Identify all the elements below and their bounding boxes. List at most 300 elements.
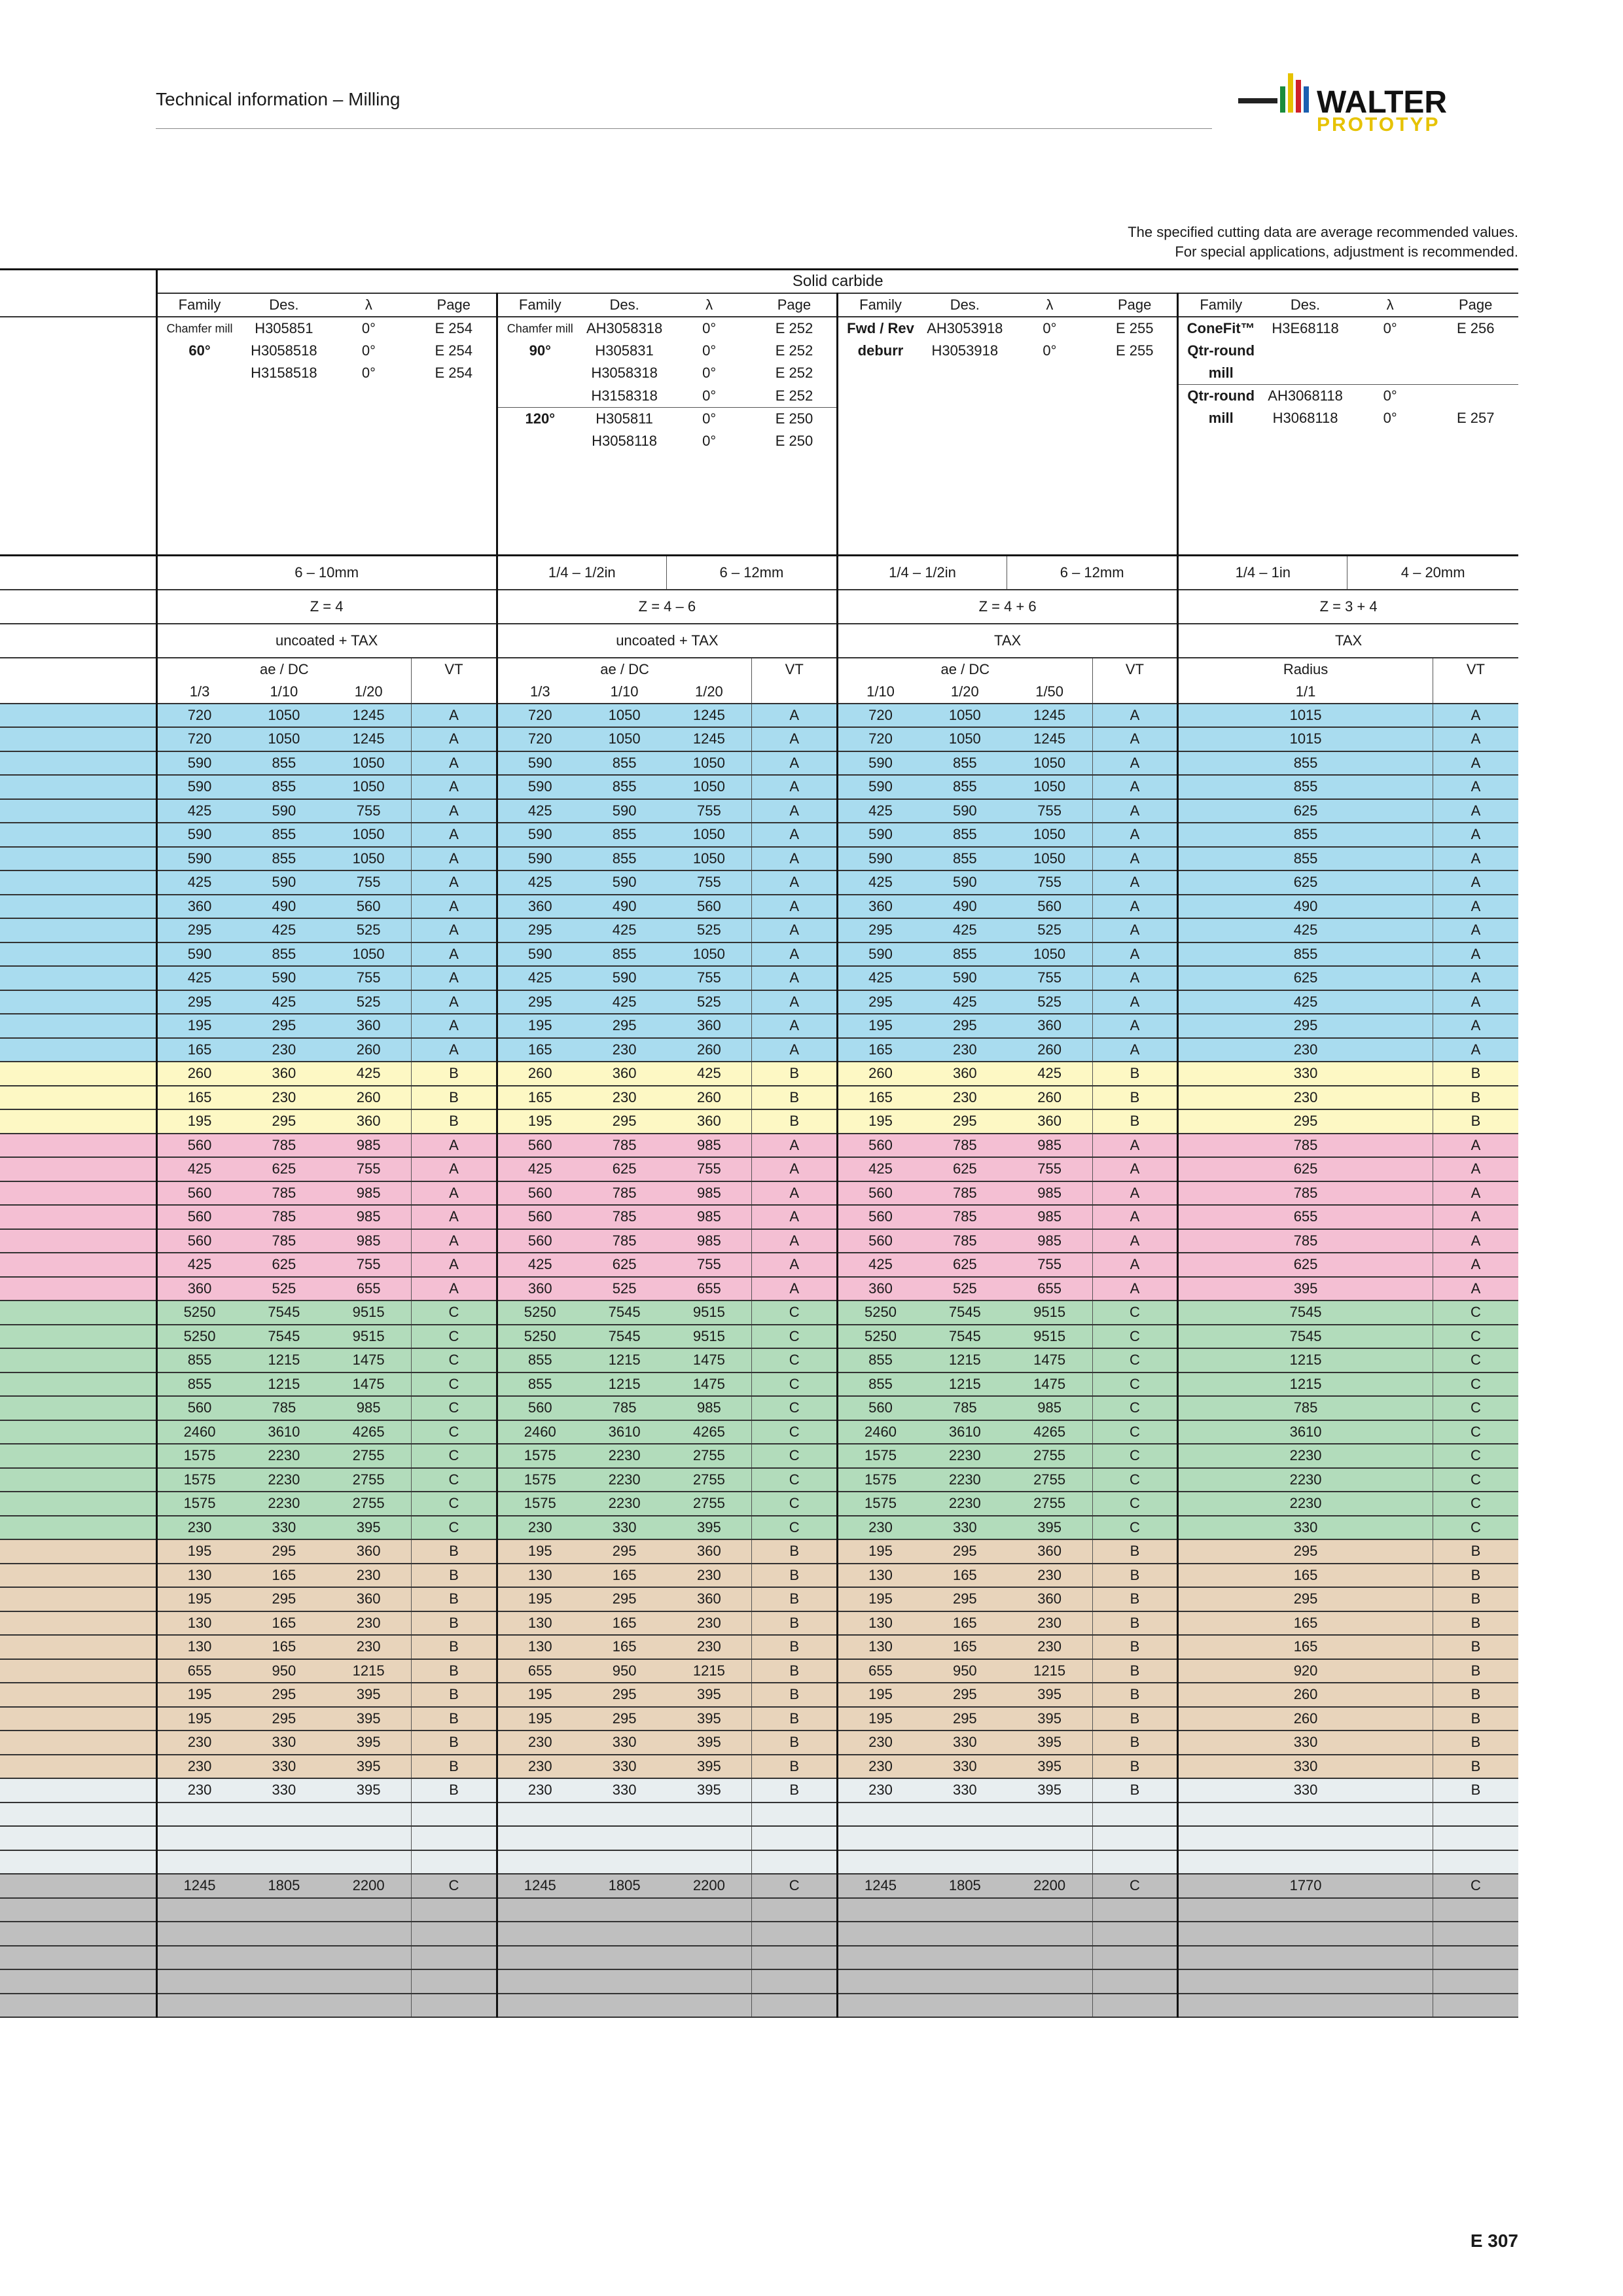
vc-value: 855 <box>923 751 1007 776</box>
vc-value: 950 <box>242 1659 327 1683</box>
vc-value: 985 <box>1007 1396 1093 1420</box>
vc-value: 720 <box>837 727 923 751</box>
vt-value: B <box>1092 1683 1178 1707</box>
material-group-cell <box>0 1803 156 1827</box>
vt-value: C <box>752 1300 838 1325</box>
material-group-cell <box>0 1205 156 1229</box>
vt-value: C <box>412 1874 497 1898</box>
vt-value: C <box>1092 1325 1178 1349</box>
vc-value: 230 <box>156 1731 242 1755</box>
vc-value <box>242 1898 327 1922</box>
vc-value: 755 <box>666 966 752 990</box>
vc-value: 360 <box>666 1109 752 1134</box>
vc-value: 295 <box>1178 1539 1433 1564</box>
vc-value: 560 <box>837 1205 923 1229</box>
vt-value <box>1092 1826 1178 1850</box>
vc-value: 295 <box>242 1539 327 1564</box>
vc-value: 195 <box>497 1539 582 1564</box>
material-group-cell <box>0 1492 156 1516</box>
vc-value: 260 <box>156 1062 242 1086</box>
vc-value: 9515 <box>326 1325 412 1349</box>
vt-value: A <box>1433 727 1518 751</box>
vc-value <box>156 1898 242 1922</box>
vc-value: 165 <box>242 1611 327 1636</box>
vt-value: A <box>1092 1277 1178 1301</box>
vc-value: 195 <box>837 1587 923 1611</box>
material-group-cell <box>0 1539 156 1564</box>
cutting-data-row <box>0 1134 1518 1158</box>
vc-value: 425 <box>582 990 667 1014</box>
material-group-cell <box>0 942 156 967</box>
material-group-cell <box>0 1587 156 1611</box>
vc-value <box>242 1946 327 1970</box>
ratio: 1/20 <box>354 683 383 700</box>
tool-family: mill <box>1178 407 1264 430</box>
vt-value: C <box>412 1300 497 1325</box>
vc-value: 195 <box>497 1109 582 1134</box>
vt-value: A <box>1092 990 1178 1014</box>
vc-value: 855 <box>242 942 327 967</box>
vt-value: B <box>1433 1611 1518 1636</box>
vc-value: 755 <box>1007 966 1093 990</box>
tool-family: 120° <box>497 407 582 430</box>
material-group-cell <box>0 1778 156 1803</box>
tool-designation: H3E68118 <box>1272 320 1339 336</box>
vt-value: A <box>1092 1038 1178 1062</box>
vc-value: 395 <box>326 1778 412 1803</box>
vc-value: 590 <box>497 847 582 871</box>
vt-value: C <box>412 1444 497 1468</box>
material-group-cell <box>0 847 156 871</box>
material-group-cell <box>0 1731 156 1755</box>
vc-value: 590 <box>582 966 667 990</box>
vc-value: 165 <box>582 1611 667 1636</box>
vc-value: 230 <box>242 1086 327 1110</box>
vc-value: 2200 <box>326 1874 412 1898</box>
vc-value <box>326 1946 412 1970</box>
vc-value: 230 <box>837 1516 923 1540</box>
vc-value <box>1178 1826 1433 1850</box>
vc-value: 360 <box>156 895 242 919</box>
vc-value <box>837 1994 923 2018</box>
vt-value: C <box>1092 1348 1178 1372</box>
vc-value: 785 <box>1178 1396 1433 1420</box>
vc-value: 295 <box>1178 1587 1433 1611</box>
vc-value: 330 <box>242 1731 327 1755</box>
vc-value: 230 <box>923 1086 1007 1110</box>
vc-value: 425 <box>326 1062 412 1086</box>
vc-value: 590 <box>837 847 923 871</box>
vc-value: 855 <box>923 775 1007 799</box>
vt-value: A <box>412 1014 497 1038</box>
vc-value <box>242 1969 327 1994</box>
vc-value: 2755 <box>666 1444 752 1468</box>
tool-page: E 255 <box>1115 342 1154 359</box>
tool-designation: AH3068118 <box>1263 385 1347 408</box>
vt-value: B <box>1092 1611 1178 1636</box>
vt-value <box>752 1922 838 1946</box>
vc-value: 855 <box>582 751 667 776</box>
vc-value <box>497 1969 582 1994</box>
vt-value: B <box>752 1611 838 1636</box>
vc-value: 590 <box>242 799 327 823</box>
vc-value: 720 <box>837 704 923 728</box>
vc-value <box>497 1803 582 1827</box>
vc-value: 165 <box>1178 1611 1433 1636</box>
vc-value: 295 <box>582 1707 667 1731</box>
vt-value: C <box>1433 1420 1518 1444</box>
vt-value: A <box>1433 751 1518 776</box>
vc-value: 330 <box>1178 1062 1433 1086</box>
vt-value: C <box>1433 1444 1518 1468</box>
vc-value: 330 <box>1178 1516 1433 1540</box>
vt-value: B <box>752 1062 838 1086</box>
vc-value: 5250 <box>497 1325 582 1349</box>
vc-value: 2230 <box>582 1468 667 1492</box>
vc-value: 230 <box>326 1611 412 1636</box>
vc-value: 360 <box>837 1277 923 1301</box>
vc-value <box>497 1898 582 1922</box>
vt-value: B <box>1433 1778 1518 1803</box>
vc-value: 230 <box>923 1038 1007 1062</box>
material-group-cell <box>0 1181 156 1206</box>
vc-value: 2755 <box>1007 1468 1093 1492</box>
vc-value: 855 <box>242 847 327 871</box>
vc-value: 2460 <box>156 1420 242 1444</box>
vt-value: A <box>1092 966 1178 990</box>
vc-value: 2230 <box>1178 1444 1433 1468</box>
vc-value: 425 <box>923 918 1007 942</box>
vt-value: B <box>1092 1755 1178 1779</box>
cutting-data-row <box>0 1898 1518 1922</box>
vc-value <box>326 1826 412 1850</box>
vc-value: 165 <box>242 1635 327 1659</box>
vc-value: 295 <box>923 1109 1007 1134</box>
tool-page: E 254 <box>435 320 473 336</box>
vc-value: 785 <box>582 1396 667 1420</box>
vc-value: 950 <box>582 1659 667 1683</box>
vc-value: 2230 <box>582 1444 667 1468</box>
vt-value: C <box>1433 1372 1518 1397</box>
teeth-count: Z = 3 + 4 <box>1178 590 1518 624</box>
vc-value: 1050 <box>326 775 412 799</box>
vt-value: C <box>1092 1874 1178 1898</box>
vc-value: 525 <box>326 990 412 1014</box>
vc-value: 985 <box>326 1205 412 1229</box>
vc-value: 785 <box>582 1205 667 1229</box>
vt-value: A <box>752 918 838 942</box>
vc-value: 330 <box>1178 1731 1433 1755</box>
vt-value: A <box>1092 775 1178 799</box>
vc-value: 295 <box>923 1587 1007 1611</box>
vc-value: 1245 <box>837 1874 923 1898</box>
tool-family: ConeFit™ <box>1178 317 1264 340</box>
vc-value <box>326 1850 412 1874</box>
vc-value: 395 <box>326 1516 412 1540</box>
material-group-cell <box>0 799 156 823</box>
tool-family: mill <box>1178 362 1264 385</box>
vc-value: 590 <box>837 823 923 847</box>
vc-value <box>1007 1922 1093 1946</box>
tool-designation: H3058118 <box>592 432 658 449</box>
vc-value: 720 <box>497 727 582 751</box>
vt-value: A <box>1433 1181 1518 1206</box>
vc-value <box>156 1969 242 1994</box>
material-group-cell <box>0 1325 156 1349</box>
vt-value: C <box>1433 1348 1518 1372</box>
vt-value <box>752 1850 838 1874</box>
material-group-cell <box>0 1086 156 1110</box>
vt-value: B <box>412 1659 497 1683</box>
vc-value: 425 <box>837 799 923 823</box>
vc-value: 130 <box>497 1564 582 1588</box>
vc-value <box>242 1803 327 1827</box>
vc-value: 625 <box>923 1157 1007 1181</box>
vt-value <box>1092 1898 1178 1922</box>
vt-value <box>1092 1803 1178 1827</box>
cutting-data-row <box>0 1635 1518 1659</box>
tool-family: 90° <box>497 340 582 362</box>
vc-value: 560 <box>497 1229 582 1253</box>
vt-value: B <box>1092 1564 1178 1588</box>
cutting-data-row <box>0 1205 1518 1229</box>
vc-value: 165 <box>1178 1564 1433 1588</box>
cutting-data-row <box>0 704 1518 728</box>
vc-value: 360 <box>1007 1014 1093 1038</box>
vc-value <box>326 1898 412 1922</box>
vc-value <box>837 1969 923 1994</box>
vt-value: A <box>412 895 497 919</box>
vt-value: B <box>1092 1109 1178 1134</box>
vt-value: A <box>1092 847 1178 871</box>
vc-value: 9515 <box>1007 1325 1093 1349</box>
tool-designation: H3058318 <box>591 365 658 382</box>
vc-value: 1805 <box>242 1874 327 1898</box>
vt-value: A <box>1092 942 1178 967</box>
vt-value: C <box>412 1396 497 1420</box>
vc-value: 855 <box>582 942 667 967</box>
vc-value: 360 <box>666 1539 752 1564</box>
vt-value: A <box>412 1134 497 1158</box>
vc-value: 2755 <box>326 1468 412 1492</box>
vt-value: A <box>412 990 497 1014</box>
tool-lambda: 0° <box>1383 320 1397 336</box>
vc-value: 230 <box>582 1038 667 1062</box>
vt-value: A <box>1433 870 1518 895</box>
ratio: 1/3 <box>497 681 582 704</box>
vc-value: 525 <box>666 990 752 1014</box>
vc-value: 625 <box>1178 1157 1433 1181</box>
vc-value: 1575 <box>497 1444 582 1468</box>
material-group-cell <box>0 1516 156 1540</box>
vc-value: 3610 <box>242 1420 327 1444</box>
vc-value: 195 <box>497 1014 582 1038</box>
vc-value: 1015 <box>1178 727 1433 751</box>
vt-value: C <box>1092 1516 1178 1540</box>
vc-value: 5250 <box>156 1325 242 1349</box>
vt-value: C <box>1433 1516 1518 1540</box>
vc-value: 590 <box>497 751 582 776</box>
material-group-cell <box>0 870 156 895</box>
vc-value: 985 <box>326 1134 412 1158</box>
vc-value <box>1178 1898 1433 1922</box>
vc-value: 1050 <box>326 942 412 967</box>
vt-value: C <box>1092 1396 1178 1420</box>
vt-value: A <box>1433 990 1518 1014</box>
material-group-cell <box>0 1109 156 1134</box>
vc-value: 295 <box>156 990 242 1014</box>
vt-value <box>412 1969 497 1994</box>
vc-value: 785 <box>923 1205 1007 1229</box>
vc-value: 425 <box>582 918 667 942</box>
vt-value: A <box>1092 870 1178 895</box>
vc-value: 525 <box>666 918 752 942</box>
vt-value: A <box>752 1134 838 1158</box>
col-family: Family <box>1178 293 1264 317</box>
vt-value: B <box>1433 1086 1518 1110</box>
vc-value: 755 <box>326 1253 412 1277</box>
vc-value: 425 <box>1178 990 1433 1014</box>
vc-value: 590 <box>582 870 667 895</box>
vc-value <box>326 1969 412 1994</box>
material-group-cell <box>0 1277 156 1301</box>
vc-value: 2755 <box>326 1444 412 1468</box>
cutting-data-row <box>0 1062 1518 1086</box>
vc-value: 425 <box>242 990 327 1014</box>
vt-value: C <box>1092 1492 1178 1516</box>
vc-value: 230 <box>497 1755 582 1779</box>
vc-value: 295 <box>837 990 923 1014</box>
tool-lambda: 0° <box>702 342 717 359</box>
vc-value: 625 <box>582 1157 667 1181</box>
vt-value: A <box>1092 1014 1178 1038</box>
diameter-range: 4 – 20mm <box>1347 556 1518 590</box>
vc-value: 330 <box>1178 1755 1433 1779</box>
vc-value <box>326 1922 412 1946</box>
vc-value: 295 <box>497 990 582 1014</box>
vt-value: A <box>412 942 497 967</box>
material-group-cell <box>0 895 156 919</box>
vc-value: 330 <box>1178 1778 1433 1803</box>
logo-stripe-green <box>1280 86 1285 113</box>
cutting-data-row <box>0 1372 1518 1397</box>
vc-value: 395 <box>1007 1731 1093 1755</box>
vc-value: 260 <box>1007 1086 1093 1110</box>
material-group-cell <box>0 727 156 751</box>
vc-value <box>1007 1826 1093 1850</box>
vc-value: 560 <box>156 1396 242 1420</box>
vc-value: 1575 <box>837 1492 923 1516</box>
vt-value: B <box>412 1683 497 1707</box>
vc-value: 655 <box>1007 1277 1093 1301</box>
vc-value: 230 <box>582 1086 667 1110</box>
cutting-data-row <box>0 1994 1518 2018</box>
vt-value <box>752 1898 838 1922</box>
ae-dc-label: ae / DC <box>156 658 412 681</box>
vc-value: 130 <box>156 1564 242 1588</box>
vc-value: 130 <box>837 1611 923 1636</box>
vc-value: 785 <box>242 1134 327 1158</box>
vc-value: 395 <box>666 1755 752 1779</box>
vc-value: 625 <box>1178 799 1433 823</box>
vt-value <box>752 1994 838 2018</box>
vc-value: 395 <box>666 1683 752 1707</box>
vc-value: 755 <box>1007 799 1093 823</box>
vc-value: 950 <box>923 1659 1007 1683</box>
vc-value <box>837 1898 923 1922</box>
vc-value: 920 <box>1178 1659 1433 1683</box>
tool-page: E 257 <box>1456 410 1495 427</box>
vc-value: 230 <box>837 1755 923 1779</box>
vc-value: 230 <box>1178 1086 1433 1110</box>
cutting-data-row <box>0 895 1518 919</box>
vc-value: 1215 <box>923 1372 1007 1397</box>
vt-value: C <box>412 1325 497 1349</box>
vc-value <box>666 1946 752 1970</box>
vt-value: C <box>412 1372 497 1397</box>
vc-value: 755 <box>666 1253 752 1277</box>
vt-value: A <box>752 799 838 823</box>
vc-value: 360 <box>326 1109 412 1134</box>
vc-value: 195 <box>156 1707 242 1731</box>
tool-lambda: 0° <box>702 387 717 404</box>
material-group-cell <box>0 1229 156 1253</box>
tool-lambda: 0° <box>1043 320 1057 336</box>
vc-value: 165 <box>582 1635 667 1659</box>
vc-value: 2230 <box>1178 1468 1433 1492</box>
vc-value: 855 <box>242 775 327 799</box>
cutting-data-row <box>0 1659 1518 1683</box>
cutting-data-row <box>0 727 1518 751</box>
vc-value: 755 <box>1007 1157 1093 1181</box>
vc-value: 130 <box>156 1635 242 1659</box>
vt-value: A <box>1092 895 1178 919</box>
cutting-data-row <box>0 1038 1518 1062</box>
vc-value: 230 <box>497 1731 582 1755</box>
vc-value <box>837 1946 923 1970</box>
tool-lambda: 0° <box>1383 410 1397 427</box>
material-group-cell <box>0 1611 156 1636</box>
vc-value: 785 <box>923 1229 1007 1253</box>
tool-family: 60° <box>156 340 242 362</box>
vt-value: A <box>1092 704 1178 728</box>
vc-value <box>582 1969 667 1994</box>
vc-value: 295 <box>156 918 242 942</box>
note-line-2: For special applications, adjustment is recommended. <box>1175 243 1518 260</box>
material-group-cell <box>0 1468 156 1492</box>
vc-value: 230 <box>1007 1635 1093 1659</box>
vt-value: C <box>1433 1492 1518 1516</box>
vc-value: 855 <box>156 1372 242 1397</box>
vt-value: B <box>752 1707 838 1731</box>
vc-value: 330 <box>923 1755 1007 1779</box>
vc-value <box>666 1969 752 1994</box>
vc-value <box>666 1922 752 1946</box>
vc-value: 1050 <box>666 751 752 776</box>
vt-value: B <box>752 1539 838 1564</box>
col-lambda: λ <box>705 296 713 313</box>
vc-value: 720 <box>156 704 242 728</box>
cutting-data-row <box>0 1348 1518 1372</box>
vc-value: 425 <box>156 870 242 895</box>
vc-value: 395 <box>326 1707 412 1731</box>
ratio: 1/1 <box>1178 681 1433 704</box>
vt-value: B <box>752 1659 838 1683</box>
vt-value: A <box>1092 727 1178 751</box>
vc-value: 855 <box>242 751 327 776</box>
tool-family: Chamfer mill <box>497 317 582 340</box>
material-group-cell <box>0 1420 156 1444</box>
